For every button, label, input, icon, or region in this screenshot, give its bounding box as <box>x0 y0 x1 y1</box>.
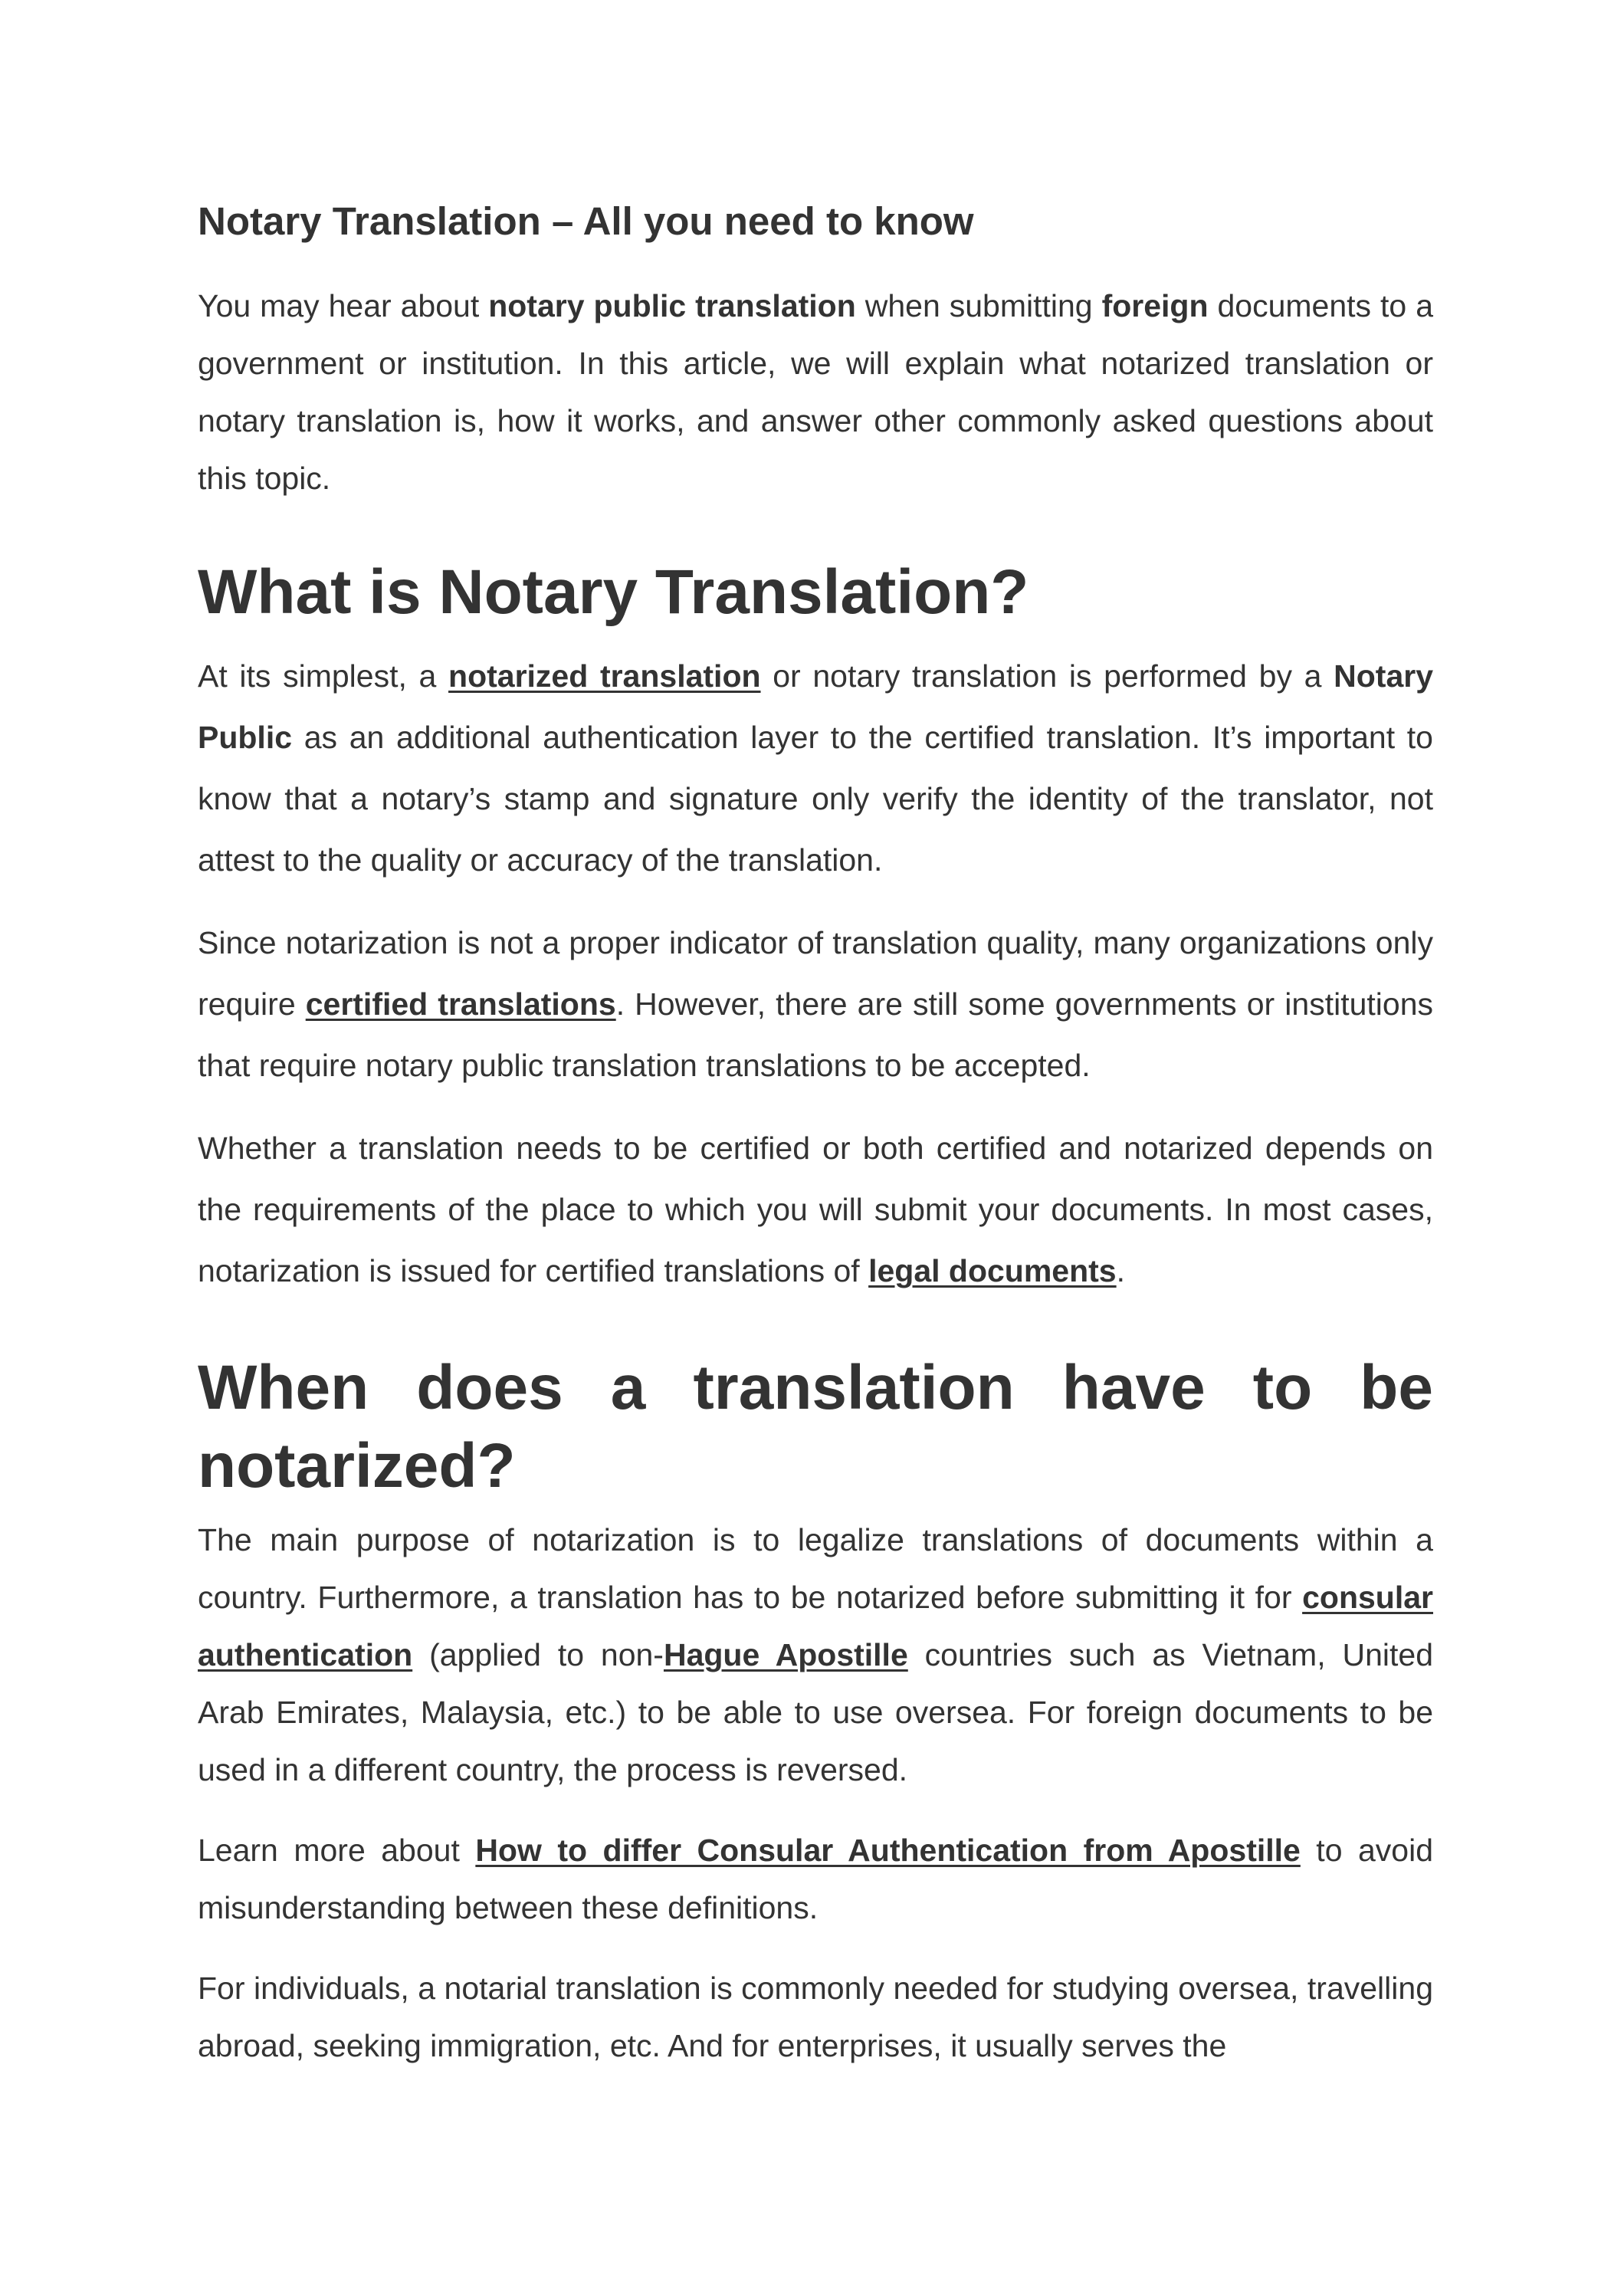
s2p2-text-2: to avoid misunderstanding between these definitions. <box>198 1833 1433 1925</box>
section1-paragraph-1 <box>198 645 1433 891</box>
intro-bold-foreign: foreign <box>1101 288 1209 323</box>
s2p3-text-1: For individuals, a notarial translation is commonly needed for studying oversea, travelling abroad, seeking immigration, etc. And for enterprises, it usually serves the <box>198 1971 1433 2063</box>
s2p1-text-2: (applied to non- <box>412 1637 664 1672</box>
intro-text-2: when submitting <box>855 288 1102 323</box>
s1p3-text-2: . <box>1116 1253 1126 1288</box>
certified-translations-link[interactable]: certified translations <box>305 986 616 1022</box>
section2-paragraph-1 <box>198 1511 1433 1799</box>
section1-paragraph-2 <box>198 912 1433 1096</box>
s2p1-text-3: countries such as Vietnam, United Arab Emirates, Malaysia, etc.) to be able to use oversea. For foreign documents to be used in a different country, the process is reversed. <box>198 1637 1433 1787</box>
heading-when-notarized: When does a translation have to be notarized? <box>198 1353 1433 1501</box>
s1p1-bold-notary-public: Notary Public <box>198 658 1434 755</box>
consular-authentication-link[interactable]: consular authentication <box>198 1580 1433 1672</box>
section2-paragraph-3 <box>198 1960 1433 2075</box>
s1p2-text-1: Since notarization is not a proper indicator of translation quality, many organizations only require <box>198 925 1433 1022</box>
s1p1-text-1: At its simplest, a <box>198 658 449 694</box>
s1p3-text-1: Whether a translation needs to be certified or both certified and notarized depends on the requirements of the place to which you will submit your documents. In most cases, notarization is issued for certified translations of <box>198 1131 1433 1288</box>
s1p1-text-2: or notary translation is performed by a <box>760 658 1334 694</box>
legal-documents-link[interactable]: legal documents <box>868 1253 1117 1288</box>
s1p2-text-2: . However, there are still some governments or institutions that require notary public translation translations to be accepted. <box>198 986 1433 1083</box>
intro-text-3: documents to a government or institution. In this article, we will explain what notarized translation or notary translation is, how it works, and answer other commonly asked questions about this topic. <box>198 288 1433 496</box>
intro-paragraph <box>198 277 1433 507</box>
document-title: Notary Translation – All you need to know <box>198 199 974 243</box>
s2p1-text-1: The main purpose of notarization is to legalize translations of documents within a country. Furthermore, a translation has to be notarized before submitting it for <box>198 1522 1433 1615</box>
consular-vs-apostille-link[interactable]: How to differ Consular Authentication from Apostille <box>475 1833 1301 1868</box>
section1-paragraph-3 <box>198 1117 1433 1301</box>
section2-paragraph-2 <box>198 1822 1433 1937</box>
document-page <box>198 195 1433 2075</box>
notarized-translation-link[interactable]: notarized translation <box>448 658 761 694</box>
s2p2-text-1: Learn more about <box>198 1833 476 1868</box>
hague-apostille-link[interactable]: Hague Apostille <box>663 1637 908 1672</box>
heading-what-is-notary-translation: What is Notary Translation? <box>198 557 1029 627</box>
s1p1-text-3: as an additional authentication layer to the certified translation. It’s important to know that a notary’s stamp and signature only verify the identity of the translator, not attest to the quality or accuracy of the translation. <box>198 720 1433 878</box>
intro-text-1: You may hear about <box>198 288 489 323</box>
intro-bold-notary-public-translation: notary public translation <box>488 288 856 323</box>
